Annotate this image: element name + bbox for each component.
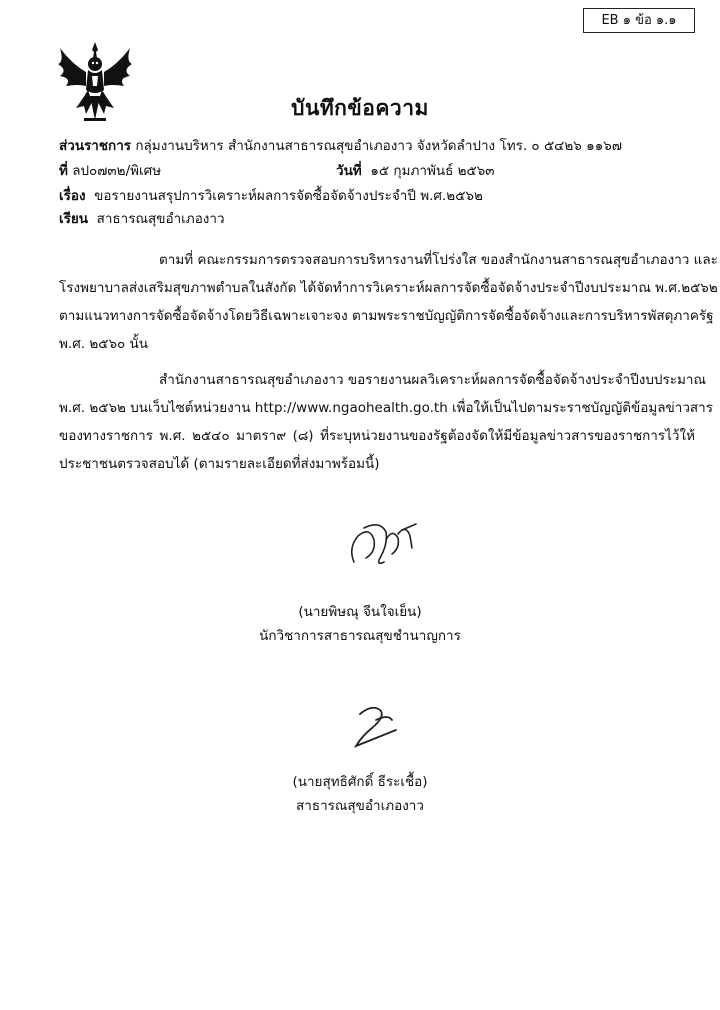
date-value: ๑๕ กุมภาพันธ์ ๒๕๖๓: [370, 163, 495, 179]
paragraph-line: ของทางราชการ พ.ศ. ๒๕๔๐ มาตรา๙ (๘) ที่ระบุหน่วยงานของรัฐต้องจัดให้มีข้อมูลข่าวสารของราชการไว้ให้: [59, 428, 695, 444]
subject-label: เรื่อง: [59, 188, 86, 204]
agency-line: [59, 137, 622, 155]
signer-2-name: (นายสุทธิศักดิ์ ธีระเชื้อ): [292, 774, 428, 790]
ref-no-label: ที่: [59, 163, 68, 179]
agency-label: ส่วนราชการ: [59, 138, 132, 154]
signer-1-position: นักวิชาการสาธารณสุขชำนาญการ: [259, 628, 461, 644]
agency-value: กลุ่มงานบริหาร สำนักงานสาธารณสุขอำเภองาว จังหวัดลำปาง โทร. ๐ ๕๔๒๖ ๑๑๖๗: [135, 138, 623, 154]
date-line: [336, 162, 495, 180]
paragraph-line: ตามที่ คณะกรรมการตรวจสอบการบริหารงานที่โปร่งใส ของสำนักงานสาธารณสุขอำเภองาว และ: [159, 252, 718, 268]
paragraph-line: พ.ศ. ๒๕๖๒ บนเว็บไซต์หน่วยงาน http://www.ngaohealth.go.th เพื่อให้เป็นไปตามระราชบัญญัติข้อมูลข่าวสาร: [59, 400, 713, 416]
reference-code-box: EB ๑ ข้อ ๑.๑: [583, 8, 695, 33]
signer-2-block: [0, 770, 720, 818]
subject-line: [59, 187, 483, 205]
signer-1-block: [0, 600, 720, 648]
paragraph-line: โรงพยาบาลส่งเสริมสุขภาพตำบลในสังกัด ได้จัดทำการวิเคราะห์ผลการจัดซื้อจัดจ้างประจำปีงบประมาณ พ.ศ.๒๕๖๒: [59, 280, 718, 296]
body-paragraph-1: [59, 246, 718, 358]
paragraph-line: ตามแนวทางการจัดซื้อจัดจ้างโดยวิธีเฉพาะเจาะจง ตามพระราชบัญญัติการจัดซื้อจัดจ้างและการบริหารพัสดุภาครัฐ: [59, 308, 714, 324]
ref-no-line: [59, 162, 161, 180]
signer-2-position: สาธารณสุขอำเภองาว: [296, 798, 424, 814]
paragraph-line: สำนักงานสาธารณสุขอำเภองาว ขอรายงานผลวิเคราะห์ผลการจัดซื้อจัดจ้างประจำปีงบประมาณ: [159, 372, 706, 388]
salutation-line: [59, 210, 225, 228]
salutation-label: เรียน: [59, 211, 89, 227]
paragraph-line: ประชาชนตรวจสอบได้ (ตามรายละเอียดที่ส่งมาพร้อมนี้): [59, 456, 380, 472]
salutation-value: สาธารณสุขอำเภองาว: [96, 211, 225, 227]
paragraph-line: พ.ศ. ๒๕๖๐ นั้น: [59, 336, 149, 352]
signer-1-name: (นายพิษณุ จีนใจเย็น): [298, 604, 422, 620]
date-label: วันที่: [336, 163, 362, 179]
signature-2-image: [342, 700, 412, 754]
subject-value: ขอรายงานสรุปการวิเคราะห์ผลการจัดซื้อจัดจ้างประจำปี พ.ศ.๒๕๖๒: [94, 188, 483, 204]
body-paragraph-2: [59, 366, 713, 478]
signature-1-image: [340, 518, 422, 570]
document-title: บันทึกข้อความ: [291, 96, 429, 120]
ref-no-value: ลป๐๗๓๒/พิเศษ: [72, 163, 162, 179]
